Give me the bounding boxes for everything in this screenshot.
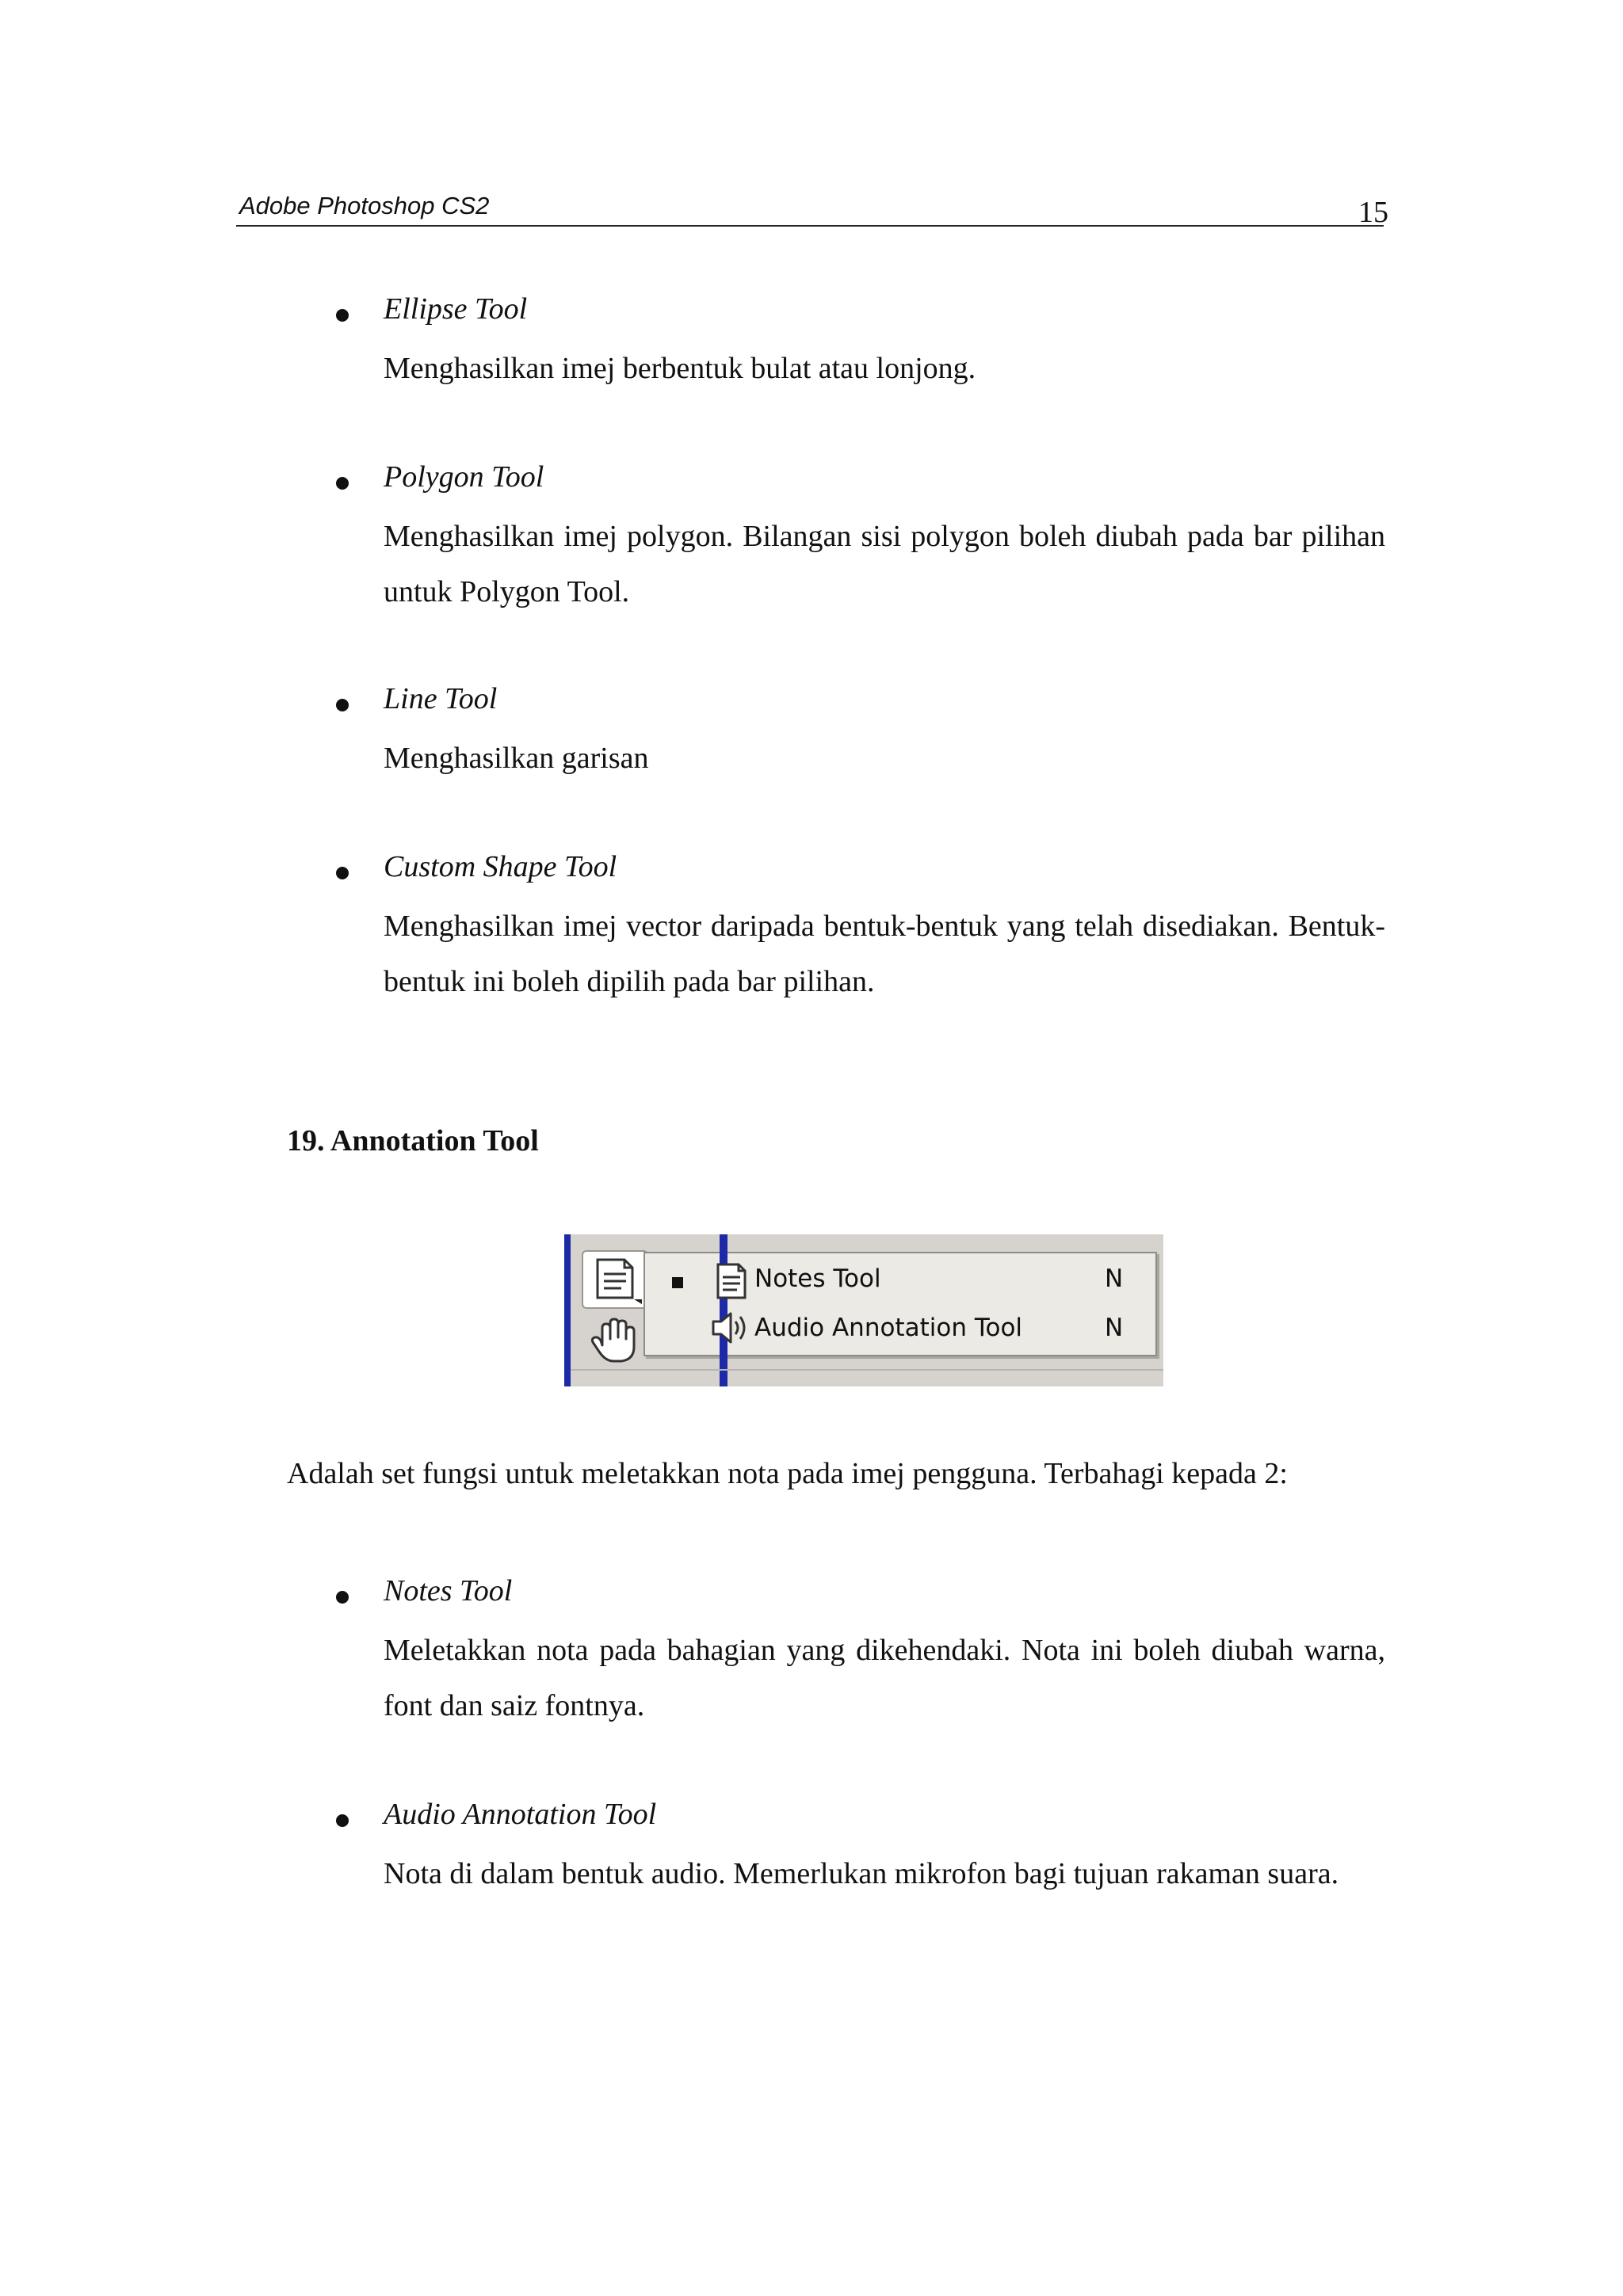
menu-item-shortcut: N [1105,1264,1124,1293]
item-title: Notes Tool [384,1574,513,1608]
item-body: Menghasilkan imej polygon. Bilangan sisi polygon boleh diubah pada bar pilihan untuk Polygon Tool. [384,520,1385,608]
page-header [236,190,1384,227]
tool-slot [582,1250,648,1309]
bullet [336,699,349,711]
bullet [336,477,349,490]
hand-slot [586,1314,642,1364]
speaker-icon [707,1307,753,1348]
item-title: Ellipse Tool [384,292,528,326]
bullet [336,867,349,879]
annotation-tool-screenshot [564,1234,1163,1386]
item-body: Menghasilkan garisan [384,742,649,775]
bullet [336,1814,349,1827]
item-body: Nota di dalam bentuk audio. Memerlukan mikrofon bagi tujuan rakaman suara. [384,1857,1339,1890]
item-title: Audio Annotation Tool [384,1798,657,1831]
item-body: Meletakkan nota pada bahagian yang dikehendaki. Nota ini boleh diubah warna, font dan saiz fontnya. [384,1634,1385,1722]
header-title: Adobe Photoshop CS2 [239,192,490,219]
intro-paragraph: Adalah set fungsi untuk meletakkan nota pada imej pengguna. Terbahagi kepada 2: [287,1457,1288,1490]
menu-item-shortcut: N [1105,1314,1124,1342]
menu-item-label: Audio Annotation Tool [754,1314,1023,1342]
bullet [336,1591,349,1604]
selected-indicator [672,1277,683,1288]
toolbox-edge [564,1234,571,1386]
notes-icon [710,1258,753,1304]
section-heading: 19. Annotation Tool [287,1124,539,1158]
notes-icon [583,1252,647,1307]
toolbox-separator [571,1369,1163,1371]
item-title: Polygon Tool [384,460,544,494]
page-number: 15 [1358,196,1388,229]
item-title: Custom Shape Tool [384,850,617,883]
item-body: Menghasilkan imej vector daripada bentuk-bentuk yang telah disediakan. Bentuk-bentuk ini boleh dipilih pada bar pilihan. [384,910,1385,998]
bullet [336,309,349,322]
menu-item-label: Notes Tool [754,1264,881,1293]
item-title: Line Tool [384,682,498,715]
hand-icon [586,1314,642,1364]
item-body: Menghasilkan imej berbentuk bulat atau lonjong. [384,352,976,385]
